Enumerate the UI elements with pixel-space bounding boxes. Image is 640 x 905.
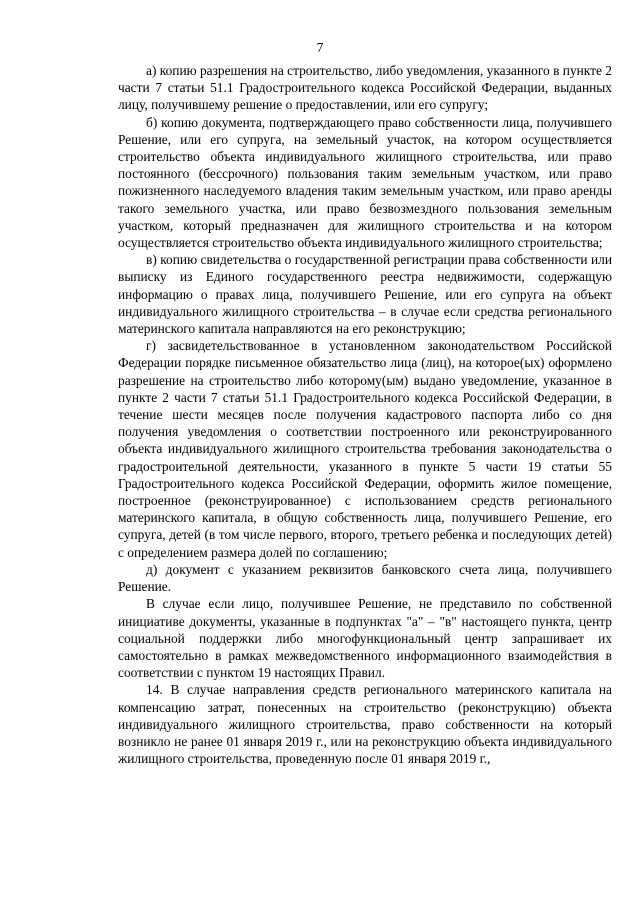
paragraph-item-a: а) копию разрешения на строительство, либо уведомления, указанного в пункте 2 части 7 статьи 51.1 Градостроительного кодекса Российской Федерации, выданных лицу, получившему решение о предоставлении, или его супругу; bbox=[118, 63, 612, 113]
paragraph-item-d: д) документ с указанием реквизитов банковского счета лица, получившего Решение. bbox=[118, 561, 612, 595]
document-body bbox=[118, 62, 612, 767]
paragraph-interagency-request: В случае если лицо, получившее Решение, не представило по собственной инициативе документы, указанные в подпунктах "а" – "в" настоящего пункта, центр социальной поддержки либо многофункциональный центр запрашивает их самостоятельно в рамках межведомственного информационного взаимодействия в соответствии с пунктом 19 настоящих Правил. bbox=[118, 596, 612, 681]
paragraph-item-v: в) копию свидетельства о государственной регистрации права собственности или выписку из Единого государственного реестра недвижимости, содержащую информацию о правах лица, получившего Решение, или его супруга на объект индивидуального жилищного строительства – в случае если средства регионального материнского капитала направляются на его реконструкцию; bbox=[118, 252, 612, 337]
page-number: 7 bbox=[316, 40, 324, 55]
paragraph-clause-14: 14. В случае направления средств регионального материнского капитала на компенсацию затрат, понесенных на строительство (реконструкцию) объекта индивидуального жилищного строительства, право собственности на который возникло не ранее 01 января 2019 г., или на реконструкцию объекта индивидуального жилищного строительства, проведенную после 01 января 2019 г., bbox=[118, 682, 612, 767]
paragraph-item-b: б) копию документа, подтверждающего право собственности лица, получившего Решение, или его супруга, на земельный участок, на котором осуществляется строительство объекта индивидуального жилищного строительства, или право постоянного (бессрочного) пользования таким земельным участком, или право пожизненного наследуемого владения таким земельным участком, или право аренды такого земельного участка, или право безвозмездного пользования земельным участком, который предназначен для жилищного строительства и на котором осуществляется строительство объекта индивидуального жилищного строительства; bbox=[118, 114, 612, 251]
paragraph-item-g: г) засвидетельствованное в установленном законодательством Российской Федерации порядке письменное обязательство лица (лиц), на которое(ых) оформлено разрешение на строительство либо которому(ым) выдано уведомление, указанное в пункте 2 части 7 статьи 51.1 Градостроительного кодекса Российской Федерации, в течение шести месяцев после получения кадастрового паспорта либо со дня получения уведомления о соответствии построенного или реконструированного объекта индивидуального жилищного строительства требования законодательства о градостроительной деятельности, указанного в пункте 5 части 19 статьи 55 Градостроительного кодекса Российской Федерации, оформить жилое помещение, построенное (реконструированное) с использованием средств регионального материнского капитала, в общую собственность лица, получившего Решение, его супруга, детей (в том числе первого, второго, третьего ребенка и последующих детей) с определением размера долей по соглашению; bbox=[118, 338, 612, 560]
